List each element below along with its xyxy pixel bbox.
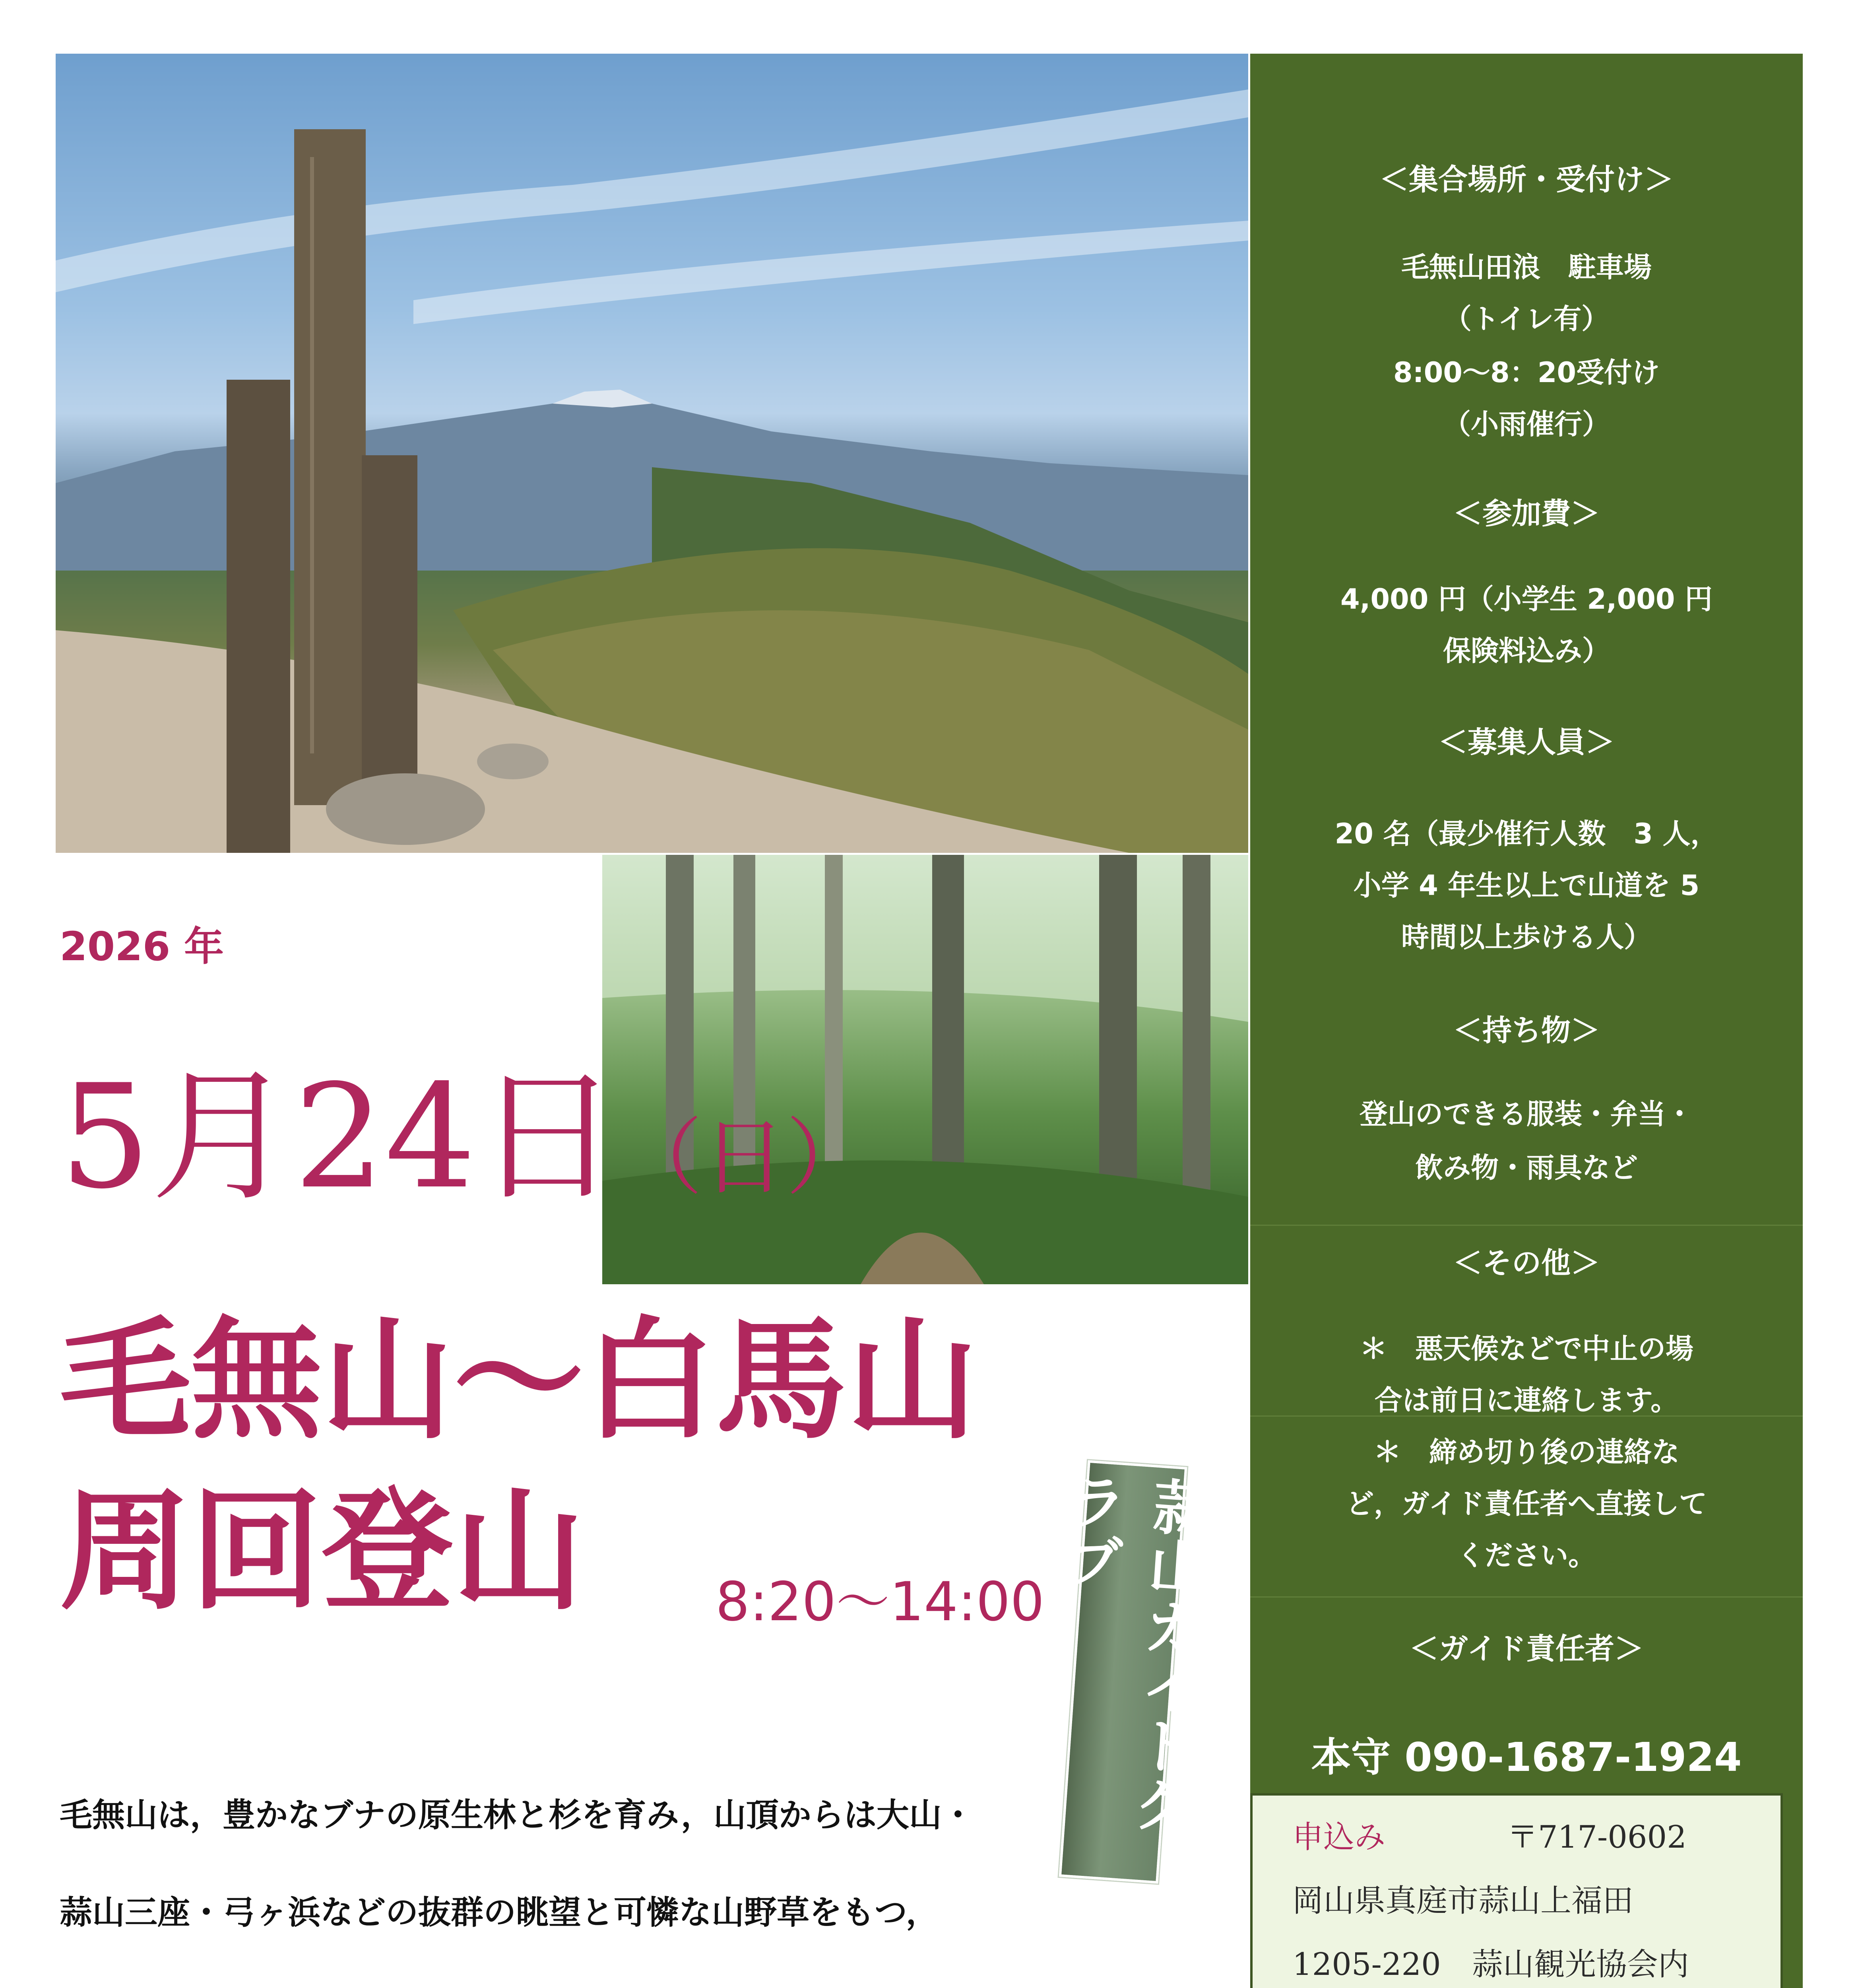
info-sidebar: [1250, 54, 1803, 1988]
guide-contact: 本守 090-1687-1924: [1311, 1734, 1742, 1780]
other-line: ＊ 締め切り後の連絡な: [1373, 1436, 1680, 1468]
meeting-line: （小雨催行）: [1443, 408, 1610, 441]
items-line: 登山のできる服装・弁当・: [1360, 1098, 1693, 1130]
capacity-line: 20 名（最少催行人数 3 人，: [1334, 817, 1718, 850]
capacity-line: 時間以上歩ける人）: [1401, 921, 1652, 953]
event-title-line1: 毛無山～白馬山: [60, 1303, 978, 1457]
fee-heading: ＜参加費＞: [1453, 497, 1600, 531]
description-line: 毛無山は，豊かなブナの原生林と杉を育み，山頂からは大山・: [60, 1796, 974, 1834]
meeting-line: （トイレ有）: [1443, 303, 1610, 335]
fee-line: 4,000 円（小学生 2,000 円: [1340, 583, 1713, 615]
event-day-of-week: （日）: [619, 1109, 870, 1206]
meeting-line: 8:00～8：20受付け: [1393, 356, 1660, 389]
event-date: [60, 1054, 870, 1237]
other-line: ＊ 悪天候などで中止の場: [1360, 1332, 1693, 1365]
banner-text: 蒜山ガイドクラブ: [1051, 1468, 1214, 1837]
capacity-heading: ＜募集人員＞: [1438, 725, 1615, 759]
address-line: 岡山県真庭市蒜山上福田: [1292, 1883, 1634, 1919]
address-line: 1205-220 蒜山観光協会内: [1292, 1947, 1689, 1982]
meeting-line: 毛無山田浪 駐車場: [1401, 251, 1652, 283]
event-title-line2: 周回登山: [60, 1474, 584, 1628]
capacity-line: 小学 4 年生以上で山道を 5: [1353, 869, 1700, 902]
postal-code: 〒717-0602: [1507, 1819, 1687, 1855]
description-line: 蒜山三座・弓ヶ浜などの抜群の眺望と可憐な山野草をもつ，: [60, 1894, 939, 1932]
other-heading: ＜その他＞: [1453, 1246, 1600, 1280]
application-box: [1250, 1793, 1783, 1988]
meeting-heading: ＜集合場所・受付け＞: [1379, 163, 1674, 197]
event-date-text: 5月24日: [60, 1054, 619, 1220]
description-line: [60, 1984, 546, 1988]
divider: [1250, 1596, 1803, 1598]
items-heading: ＜持ち物＞: [1453, 1013, 1600, 1048]
items-line: 飲み物・雨具など: [1415, 1151, 1638, 1184]
event-time-range: 8:20～14:00: [716, 1571, 1045, 1633]
other-line: 合は前日に連絡します。: [1374, 1384, 1679, 1417]
summit-photo: [56, 54, 1248, 853]
apply-label: 申込み: [1292, 1819, 1386, 1855]
other-line: ど，ガイド責任者へ直接して: [1346, 1487, 1707, 1520]
fee-line: 保険料込み）: [1443, 635, 1610, 667]
other-line: ください。: [1457, 1539, 1596, 1572]
event-year: 2026 年: [60, 923, 224, 970]
guide-club-banner: [1051, 1460, 1214, 1884]
divider: [1250, 1225, 1803, 1226]
guide-heading: ＜ガイド責任者＞: [1409, 1632, 1644, 1666]
